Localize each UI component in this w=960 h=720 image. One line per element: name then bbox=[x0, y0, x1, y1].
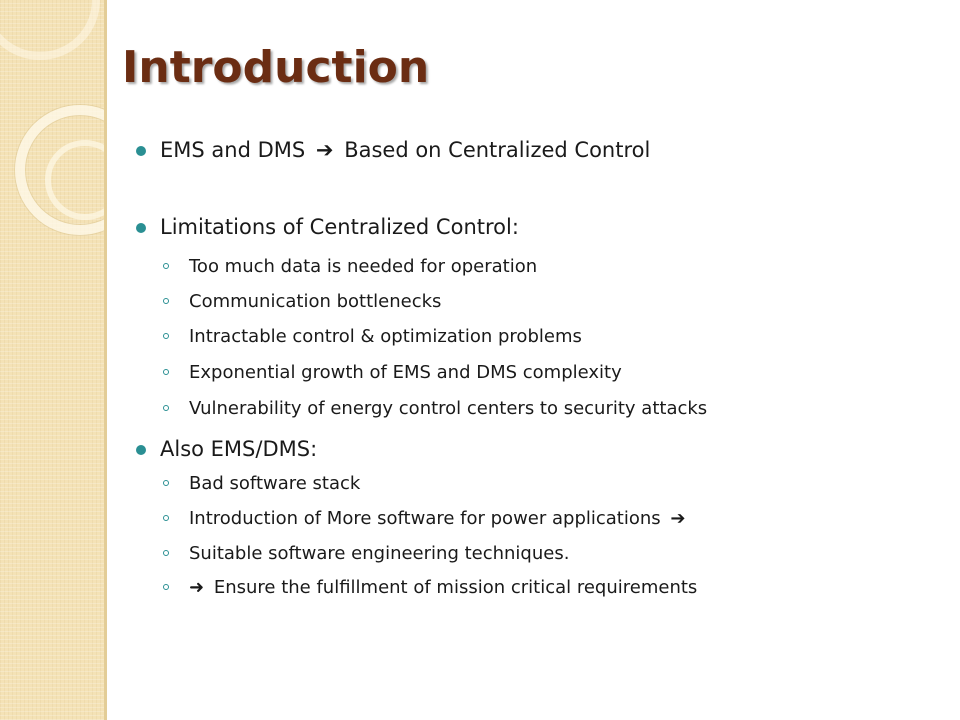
right-arrow-icon: ➔ bbox=[670, 508, 686, 529]
sub-bullet-text: Too much data is needed for operation bbox=[189, 256, 538, 277]
bullet-dot-icon bbox=[136, 445, 146, 455]
sub-bullet-ring-icon bbox=[163, 405, 169, 411]
right-arrow-icon: ➔ bbox=[315, 138, 334, 162]
sub-bullet-ring-icon bbox=[163, 263, 169, 269]
bullet-text: Also EMS/DMS: bbox=[160, 437, 318, 461]
sub-bullet-text: Suitable software engineering techniques. bbox=[189, 543, 570, 564]
sub-bullet-ring-icon bbox=[163, 369, 169, 375]
sub-bullet-ring-icon bbox=[163, 550, 169, 556]
sub-bullet-ring-icon bbox=[163, 333, 169, 339]
sub-bullet-text: Intractable control & optimization problems bbox=[189, 326, 582, 347]
sub-bullet-text bbox=[189, 577, 697, 598]
sub-bullet-ring-icon bbox=[163, 584, 169, 590]
bullet-text-part: Based on Centralized Control bbox=[344, 138, 651, 162]
sub-bullet-text-part: Introduction of More software for power applications bbox=[189, 508, 661, 529]
sub-bullet-ring-icon bbox=[163, 298, 169, 304]
heavy-right-arrow-icon: ➜ bbox=[189, 577, 205, 598]
sub-bullet-text: Vulnerability of energy control centers to security attacks bbox=[189, 398, 708, 419]
bullet-text-part: EMS and DMS bbox=[160, 138, 306, 162]
sub-bullet-text: Communication bottlenecks bbox=[189, 291, 442, 312]
bullet-text: Limitations of Centralized Control: bbox=[160, 215, 519, 239]
bullet-text bbox=[160, 138, 650, 162]
sub-bullet-ring-icon bbox=[163, 515, 169, 521]
sub-bullet-text bbox=[189, 508, 689, 529]
bullet-dot-icon bbox=[136, 223, 146, 233]
bullet-dot-icon bbox=[136, 146, 146, 156]
sub-bullet-text: Bad software stack bbox=[189, 473, 361, 494]
sub-bullet-text-part: Ensure the fulfillment of mission critical requirements bbox=[213, 577, 698, 598]
sub-bullet-ring-icon bbox=[163, 480, 169, 486]
slide-title: Introduction bbox=[122, 42, 430, 93]
sub-bullet-text: Exponential growth of EMS and DMS complexity bbox=[189, 362, 622, 383]
